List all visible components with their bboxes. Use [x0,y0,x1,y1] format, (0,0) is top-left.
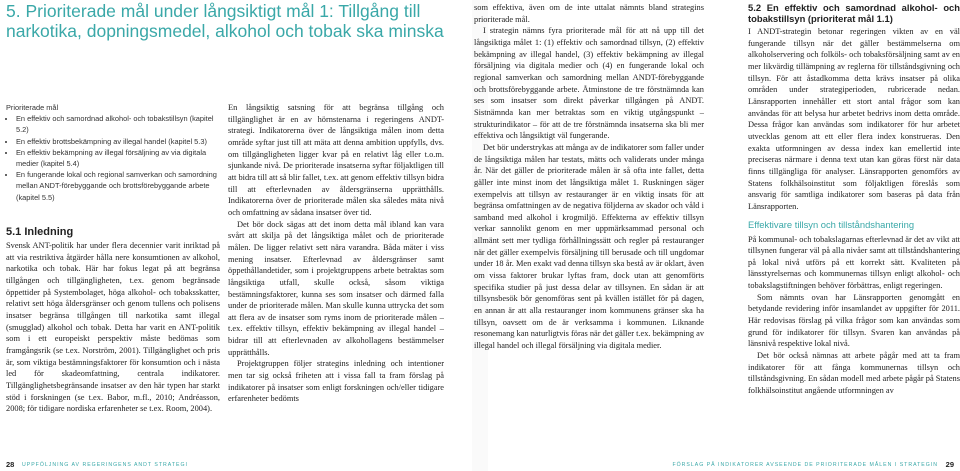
subsection-tillsyn-body [748,234,960,397]
right-page [474,0,960,471]
page-number-left: 28 [6,460,15,469]
paragraph: som effektiva, även om de inte uttalat nämnts bland strategins prioriterade mål. [474,3,704,24]
left-page [0,0,472,471]
paragraph: I ANDT-strategin betonar regeringen vikten av en väl fungerande tillsyn när det gäller bestämmelserna om alkoholservering och folköls- och tobaksförsäljning samt av en mer likvärdig tillämpning av reglerna för tillståndsgivning och tillsyn. För att åstadkomma detta krävs insatser på olika områden under strategiperioden, rubricerade nedan. Länsrapporten innehåller ett stort antal frågor som kan användas för att belysa hur arbetet bedrivs inom detta område. Dessa frågor kan användas som indikatorer för hur arbetet utvecklas genom att ett eller flera index konstrueras. Den exakta utformningen av dessa index kan emellertid inte preciseras närmare i denna text utan kan göras först när data finns tillgängliga för analyser. Länsrapporten genomförs av Statens folkhälsoinstitut som följaktligen föreslås som ansvarig för samtliga indikatorer som baseras på data från Länsrapporten. [748,27,960,211]
paragraph: En långsiktig satsning för att begränsa tillgång och tillgänglighet är en av hörnstenarna i regeringens ANDT-strategi. Indikatorerna över de långsiktiga målen inom detta område syftar just till att mäta att denna ambition uppfylls, dvs. om tillgängligheten ligger kvar på en relativt låg eller t.o.m. sjunkande nivå. De prioriterade insatserna syftar följaktligen till att bidra till att så blir fallet, t.ex. att genom effektiv tillsyn bidra till att efterlevnaden av åldersgränserna upprätthålls. Indikatorerna över de prioriterade målen ska således mäta nivå och omfattning av sådana insatser över tid. [228,103,444,217]
paragraph: Som nämnts ovan har Länsrapporten genomgått en betydande revidering inför insamlandet av uppgifter för 2011. Här redovisas förslag på vilka frågor som kan användas som grund för indikatorer för tillsyn. Svaren kan användas på länsnivå respektive lokal nivå. [748,292,960,349]
priority-goal-item: • En fungerande lokal och regional samverkan och samordning mellan ANDT-förebyggande och brottsförebyggande arbete (kapitel 5.5) [16,169,220,203]
subheading-tillsyn: Effektivare tillsyn och tillståndshantering [748,218,915,230]
paragraph: På kommunal- och tobakslagarnas efterlevnad är det av vikt att tillsynen fungerar väl på alla nivåer samt att tillståndshantering på lokal nivå utförs på ett korrekt sätt. Kvaliteten på länsstyrelsernas och kommunernas tillsyn enligt alkohol- och tobakslagstiftningen behöver förbättras, enligt regeringen. [748,234,960,291]
priority-goals-list [6,113,220,203]
section-heading-5-1: 5.1 Inledning [6,226,74,238]
section-heading-5-2: 5.2 En effektiv och samordnad alkohol- och tobakstillsyn (prioriterat mål 1.1) [748,2,960,24]
priority-goal-item: • En effektiv bekämpning av illegal försäljning av via digitala medier (kapitel 5.4) [16,147,220,169]
paragraph: Det bör dock sägas att det inom detta mål ibland kan vara svårt att skilja på det långsiktiga målet och de prioriterade målen. De ligger relativt sett nära varandra. Båda mäter i viss mening insatser. Efterlevnad av åldersgränser samt öppethållandetider, som i projektgruppens arbete betraktas som långsiktiga utfall, skulle också, såsom viktiga bestämningsfaktorer, kunna ses som insatser och därmed falla under de prioriterade målen. Man skulle kunna uttrycka det som att flera av de insatser som ryms inom de prioriterade målen – t.ex. effektiv tillsyn, effektiv bekämpning av illegal handel – bidrar till att efterlevnaden av alkohollagens bestämmelser upprätthålls. [228,219,444,357]
priority-goals-intro: Prioriterade mål [6,103,59,112]
text-column-right-d [748,2,960,397]
footer-left: UPPFÖLJNING AV REGERINGENS ANDT STRATEGI [22,462,188,468]
footer-right: FÖRSLAG PÅ INDIKATORER AVSEENDE DE PRIORITERADE MÅLEN I STRATEGIN [672,462,938,468]
section-5-2-body [748,26,960,213]
paragraph: Det bör också nämnas att arbete pågår med att ta fram indikatorer för att fånga kommunernas tillsyn och tillståndsgivning. En sådan modell med arbete pågår på Statens folkhälsoinstitut angående utformningen av [748,351,960,396]
priority-goal-item: • En effektiv och samordnad alkohol- och tobakstillsyn (kapitel 5.2) [16,113,220,135]
page-number-right: 29 [945,460,954,469]
priority-goal-item: • En effektiv brottsbekämpning av illegal handel (kapitel 5.3) [16,136,220,147]
paragraph: Projektgruppen följer strategins inledning och intentioner men tar sig också friheten att i vissa fall ta fram förslag på indikatorer på insatser som enligt forskningen och/eller tidigare erfarenheter bedömts [228,359,444,404]
paragraph: Svensk ANT-politik har under flera decennier varit inriktad på att via restriktiva åtgärder hålla nere konsumtionen av alkohol, narkotika och tobak. Här har fokus legat på att begränsa tillgången och tillgängligheten, t.ex. genom begränsade öppettider på Systembolaget, höga alkohol- och tobaksskatter, relativt sett höga åldersgränser och genom tullens och polisens insatser begränsa tillgången till narkotika samt illegal (smugglad) alkohol och tobak. Detta har varit en ANT-politik som i ett europeiskt perspektiv måste bedömas som framgångsrik (se t.ex. Norström, 2001). Tillgänglighet och pris är, som viktiga bestämningsfaktorer för konsumtion och i nästa led för skadeomfattning, centrala indikatorer. Tillgänglighetsbegränsande insatser av den här typen har starkt stöd i forskningen (se t.ex. Babor, m.fl., 2010; Andréasson, 2008; för tidigare nordiska erfarenheter se t.ex. Room, 2004). [6,241,220,414]
paragraph: I strategin nämns fyra prioriterade mål för att nå upp till det långsiktiga målet 1: (1) effektiv och samordnad tillsyn, (2) effektiv bekämpning av illegal handel, (3) effektiv bekämpning av illegal försäljning via digitala medier och (4) en fungerande lokal och regional samverkan och samordning mellan ANDT-förebyggande och brottsförebyggande arbete. Åtminstone de tre förstnämnda kan ses som insatser som direkt påverkar tillgången på ANDT. Sistnämnda kan mer betraktas som en viktig utgångspunkt – strukturindikator – för att de tre förstnämnda insatserna ska bli mer effektiva och långsiktigt väl fungerande. [474,26,704,141]
chapter-title: 5. Prioriterade mål under långsiktigt mål 1: Tillgång till narkotika, dopningsmedel, alkohol och tobak ska minska [6,1,444,41]
text-column-left-b [228,102,444,405]
paragraph: Det bör understrykas att många av de indikatorer som faller under de långsiktiga målen har testats, mätts och validerats under många år. När det gäller de prioriterade målen är så ofta inte fallet, detta gäller inte minst inom det långsiktiga målet 1. Ruskningen säger exempelvis att tillsyn av restauranger är en viktig insats för att begränsa omfattningen av de negativa följderna av skador och våld i samband med alkohol i krogmiljö. Effekterna av effektiv tillsyn verkar sannolikt genom en mer uppmärksammad personal och allmänt sett mer tydliga förhållningssätt och regler på restauranger när det gäller exempelvis försäljning till berusade och till ungdomar under 18 år. Men exakt vad denna tillsyn ska bestå av är oklart, även om vissa faktorer brukar lyftas fram, dock utan att genomförts specifika studier på just dessa delar av tillsynen. En sådan är att tillsynsbesök bör genomföras sent på kvällen istället för på dagen, en annan är att alla restauranger inom kommunens gränser ska ha tillsyn, oavsett om de är verksamma i kommunen. Liknande resonemang kan naturligtvis föras när det gäller t.ex. bekämpning av illegal handel och illegal försäljning via digitala medier. [474,142,705,351]
text-column-left-a [6,240,220,415]
text-column-right-c [474,2,704,352]
priority-goals-box [6,102,220,203]
